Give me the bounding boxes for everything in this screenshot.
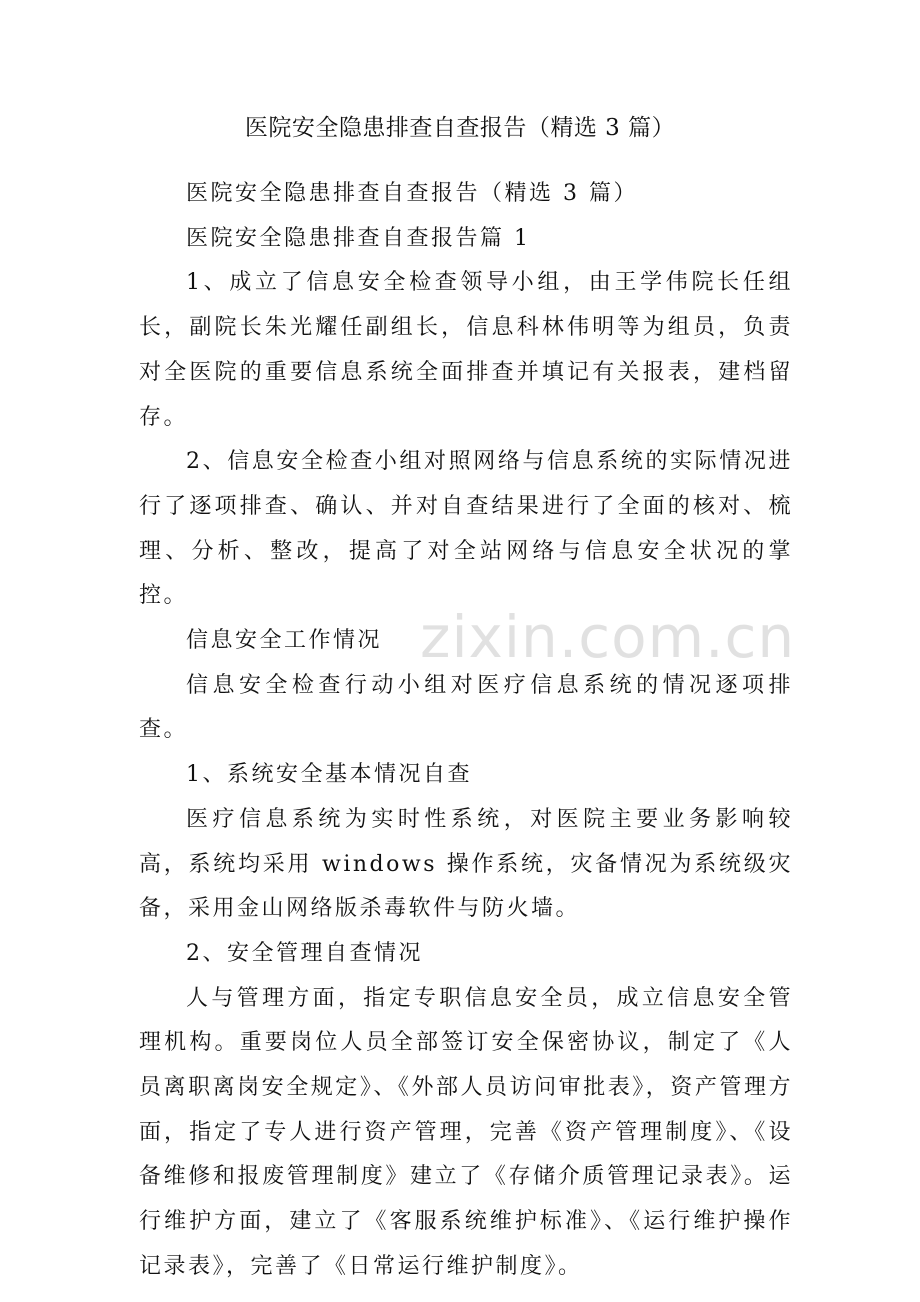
paragraph-action-group: 信息安全检查行动小组对医疗信息系统的情况逐项排查。 [139, 672, 793, 743]
heading-security-management: 2、安全管理自查情况 [186, 940, 423, 966]
paragraph-leadership-group: 1、成立了信息安全检查领导小组，由王学伟院长任组长，副院长朱光耀任副组长，信息科林伟明等为组员，负责对全医院的重要信息系统全面排查并填记有关报表，建档留存。 [139, 270, 793, 430]
watermark-logo: zixin.com.cn [420, 603, 796, 671]
heading-security-work: 信息安全工作情况 [186, 628, 383, 654]
paragraph-medical-system: 医疗信息系统为实时性系统，对医院主要业务影响较高，系统均采用 windows 操作系统，灾备情况为系统级灾备，采用金山网络版杀毒软件与防火墙。 [139, 806, 793, 922]
section-heading-part-1: 医院安全隐患排查自查报告篇 1 [186, 225, 531, 251]
document-title: 医院安全隐患排查自查报告（精选 3 篇） [244, 115, 676, 141]
paragraph-inspection-team: 2、信息安全检查小组对照网络与信息系统的实际情况进行了逐项排查、确认、并对自查结果进行了全面的核对、梳理、分析、整改，提高了对全站网络与信息安全状况的掌控。 [139, 449, 793, 609]
heading-system-security: 1、系统安全基本情况自查 [186, 762, 472, 788]
document-body [139, 172, 796, 1290]
subtitle-paragraph: 医院安全隐患排查自查报告（精选 3 篇） [186, 181, 638, 206]
paragraph-management-details: 人与管理方面，指定专职信息安全员，成立信息安全管理机构。重要岗位人员全部签订安全保密协议，制定了《人员离职离岗安全规定》、《外部人员访问审批表》，资产管理方面，指定了专人进行资产管理，完善《资产管理制度》、《设备维修和报废管理制度》建立了《存储介质管理记录表》。运行维护方面，建立了《客服系统维护标准》、《运行维护操作记录表》，完善了《日常运行维护制度》。 [139, 985, 793, 1279]
